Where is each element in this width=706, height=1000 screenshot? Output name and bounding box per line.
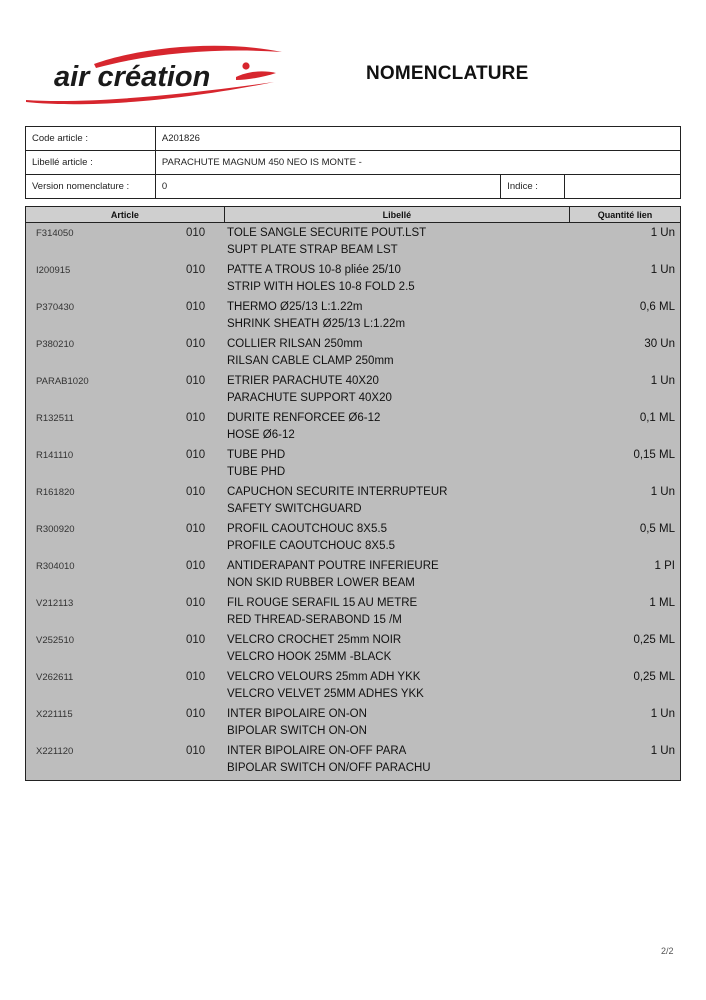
libelle-en: VELCRO HOOK 25MM -BLACK	[227, 651, 392, 663]
libelle-en: PROFILE CAOUTCHOUC 8X5.5	[227, 540, 396, 552]
quantity: 0,25 ML	[633, 634, 675, 646]
article-version: 010	[186, 264, 206, 276]
article-version: 010	[186, 486, 206, 498]
table-row	[26, 556, 680, 593]
quantity: 1 PI	[654, 560, 675, 572]
libelle-fr: TUBE PHD	[227, 449, 286, 461]
table-row	[26, 408, 680, 445]
article-version: 010	[186, 449, 206, 461]
libelle-label: Libellé article :	[26, 151, 156, 175]
table-row	[26, 482, 680, 519]
libelle-fr: VELCRO VELOURS 25mm ADH YKK	[227, 671, 421, 683]
libelle-fr: PATTE A TROUS 10-8 pliée 25/10	[227, 264, 401, 276]
version-label: Version nomenclature :	[26, 175, 156, 199]
libelle-en: HOSE Ø6-12	[227, 429, 295, 441]
version-value: 0	[155, 175, 500, 199]
article-code: X221120	[36, 746, 74, 757]
article-version: 010	[186, 745, 206, 757]
table-row	[26, 741, 680, 778]
libelle-fr: VELCRO CROCHET 25mm NOIR	[227, 634, 402, 646]
quantity: 1 ML	[649, 597, 675, 609]
table-row	[26, 630, 680, 667]
article-code: PARAB1020	[36, 376, 89, 387]
quantity: 1 Un	[650, 708, 675, 720]
quantity: 0,1 ML	[639, 412, 675, 424]
bom-header	[25, 206, 681, 223]
libelle-en: RILSAN CABLE CLAMP 250mm	[227, 355, 394, 367]
info-row-libelle	[26, 151, 681, 175]
table-row	[26, 519, 680, 556]
quantity: 0,25 ML	[633, 671, 675, 683]
table-row	[26, 704, 680, 741]
table-row	[26, 297, 680, 334]
article-info-table	[25, 126, 681, 199]
libelle-fr: PROFIL CAOUTCHOUC 8X5.5	[227, 523, 387, 535]
article-code: P380210	[36, 339, 75, 350]
table-row	[26, 223, 680, 260]
article-code: P370430	[36, 302, 75, 313]
info-row-version	[26, 175, 681, 199]
article-version: 010	[186, 301, 206, 313]
quantity: 0,5 ML	[639, 523, 675, 535]
quantity: 1 Un	[650, 745, 675, 757]
libelle-fr: TOLE SANGLE SECURITE POUT.LST	[227, 227, 427, 239]
quantity: 30 Un	[644, 338, 675, 350]
quantity: 1 Un	[650, 375, 675, 387]
article-code: R141110	[36, 450, 74, 461]
article-version: 010	[186, 597, 206, 609]
quantity: 0,6 ML	[639, 301, 675, 313]
libelle-en: PARACHUTE SUPPORT 40X20	[227, 392, 392, 404]
bom-rows	[25, 223, 681, 781]
column-header-libelle: Libellé	[224, 207, 569, 223]
column-header-quantite: Quantité lien	[570, 207, 681, 223]
article-code: R304010	[36, 561, 75, 572]
article-code: X221115	[36, 709, 73, 720]
code-value: A201826	[155, 127, 680, 151]
table-row	[26, 371, 680, 408]
article-version: 010	[186, 227, 206, 239]
libelle-en: SAFETY SWITCHGUARD	[227, 503, 362, 515]
page-title: NOMENCLATURE	[366, 63, 529, 84]
libelle-en: SHRINK SHEATH Ø25/13 L:1.22m	[227, 318, 406, 330]
indice-label: Indice :	[501, 175, 565, 199]
column-header-article: Article	[26, 207, 225, 223]
article-code: R300920	[36, 524, 75, 535]
article-version: 010	[186, 412, 206, 424]
libelle-fr: FIL ROUGE SERAFIL 15 AU METRE	[227, 597, 418, 609]
article-code: F314050	[36, 228, 74, 239]
article-version: 010	[186, 708, 206, 720]
quantity: 0,15 ML	[633, 449, 675, 461]
article-version: 010	[186, 560, 206, 572]
libelle-value: PARACHUTE MAGNUM 450 NEO IS MONTE -	[155, 151, 680, 175]
quantity: 1 Un	[650, 227, 675, 239]
table-row	[26, 593, 680, 630]
libelle-en: NON SKID RUBBER LOWER BEAM	[227, 577, 415, 589]
libelle-fr: INTER BIPOLAIRE ON-OFF PARA	[227, 745, 407, 757]
article-version: 010	[186, 671, 206, 683]
libelle-fr: THERMO Ø25/13 L:1.22m	[227, 301, 363, 313]
libelle-en: BIPOLAR SWITCH ON-ON	[227, 725, 367, 737]
article-code: R132511	[36, 413, 74, 424]
libelle-en: VELCRO VELVET 25MM ADHES YKK	[227, 688, 424, 700]
article-version: 010	[186, 338, 206, 350]
libelle-fr: ANTIDERAPANT POUTRE INFERIEURE	[227, 560, 439, 572]
indice-value	[565, 175, 681, 199]
libelle-fr: CAPUCHON SECURITE INTERRUPTEUR	[227, 486, 448, 498]
article-code: I200915	[36, 265, 71, 276]
libelle-en: SUPT PLATE STRAP BEAM LST	[227, 244, 398, 256]
article-code: V212113	[36, 598, 74, 609]
table-row	[26, 667, 680, 704]
article-code: R161820	[36, 487, 75, 498]
article-version: 010	[186, 634, 206, 646]
libelle-fr: INTER BIPOLAIRE ON-ON	[227, 708, 367, 720]
table-row	[26, 445, 680, 482]
libelle-fr: ETRIER PARACHUTE 40X20	[227, 375, 379, 387]
article-version: 010	[186, 375, 206, 387]
logo-text: air création	[54, 61, 211, 93]
libelle-en: TUBE PHD	[227, 466, 286, 478]
libelle-fr: DURITE RENFORCEE Ø6-12	[227, 412, 381, 424]
quantity: 1 Un	[650, 264, 675, 276]
article-code: V252510	[36, 635, 75, 646]
libelle-en: BIPOLAR SWITCH ON/OFF PARACHU	[227, 762, 431, 774]
page-number: 2/2	[661, 946, 674, 956]
libelle-fr: COLLIER RILSAN 250mm	[227, 338, 363, 350]
libelle-en: RED THREAD-SERABOND 15 /M	[227, 614, 402, 626]
info-row-code	[26, 127, 681, 151]
table-row	[26, 334, 680, 371]
air-creation-logo	[24, 42, 286, 108]
brand-logo	[24, 42, 286, 108]
quantity: 1 Un	[650, 486, 675, 498]
libelle-en: STRIP WITH HOLES 10-8 FOLD 2.5	[227, 281, 415, 293]
code-label: Code article :	[26, 127, 156, 151]
article-version: 010	[186, 523, 206, 535]
article-code: V262611	[36, 672, 74, 683]
table-row	[26, 260, 680, 297]
